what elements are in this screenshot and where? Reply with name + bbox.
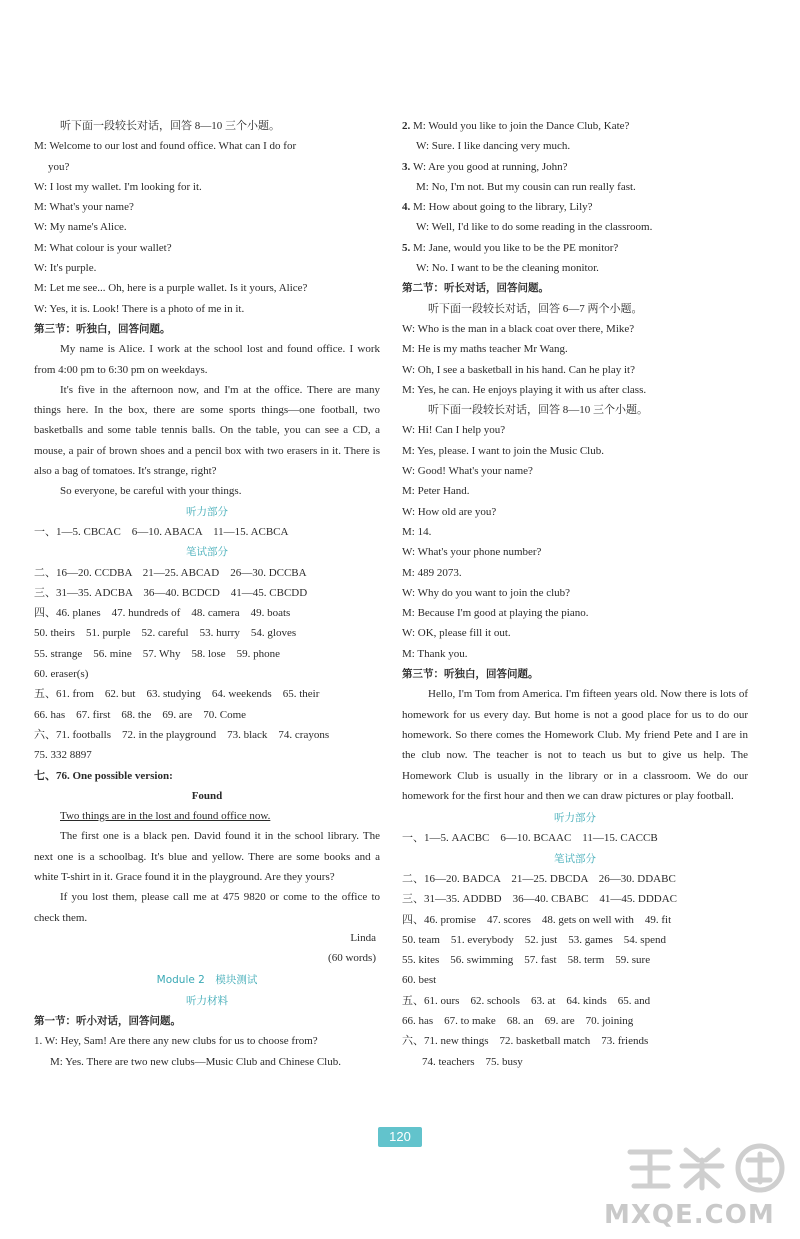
essay-title: Found [191,789,223,802]
answer-line: 五、61. from 62. but 63. studying 64. weekends 65. their [34,688,320,701]
dialogue-line: W: Sure. I like dancing very much. [416,140,571,153]
question-number: 3. [402,160,413,173]
dialogue-line: W: It's purple. [34,262,97,275]
dialogue-line: M: Peter Hand. [402,485,470,498]
listening-heading: 听力部分 [554,812,596,825]
answer-line: 75. 332 8897 [34,749,92,762]
dialogue-line: M: Let me see... Oh, here is a purple wallet. Is it yours, Alice? [34,282,308,295]
section-heading: 第三节：听独白，回答问题。 [402,668,539,681]
dialogue-line: M: Yes, he can. He enjoys playing it with us after class. [402,383,647,396]
dialogue-line: W: What's your phone number? [402,546,542,559]
short-dialogues [402,116,748,278]
dialogue-line [402,157,748,177]
module-heading: Module 2 模块测试 [156,974,258,987]
essay-para-3: If you lost them, please call me at 475 9820 or come to the office to check them. [34,891,380,924]
answer-line: 二、16—20. BADCA 21—25. DBCDA 26—30. DDABC [402,872,676,885]
section-heading: 第二节：听长对话，回答问题。 [402,282,549,295]
dialogue-line: M: 14. [402,525,432,538]
dialogue-line [402,116,748,136]
left-dialogue [34,116,380,339]
answer-line: 六、71. footballs 72. in the playground 73. black 74. crayons [34,728,330,741]
answer-line: 五、61. ours 62. schools 63. at 64. kinds 65. and [402,994,651,1007]
answer-line: 66. has 67. first 68. the 69. are 70. Come [34,708,247,721]
monologue-para: Hello, I'm Tom from America. I'm fifteen years old. Now there is lots of homework for us every day. But home is not a good place for us to do our homework. So there comes the Homework Club. My friend Pete and I are in the club now. The teacher is not to teach us but to give us help. The Homework Club is usually in the library or in a classroom. We do our homework for the first hour and then we can draw pictures or play football. [402,688,748,802]
dialogue-line: W: I lost my wallet. I'm looking for it. [34,180,202,193]
answer-line: 66. has 67. to make 68. an 69. are 70. joining [402,1015,634,1028]
essay-para-2: The first one is a black pen. David found it in the school library. The next one is a schoolbag. It's blue and yellow. There are some books and a white T-shirt in it. Grace found it in the playground. Are they yours? [34,830,380,883]
answer-line: 50. theirs 51. purple 52. careful 53. hurry 54. gloves [34,627,297,640]
answer-line: 一、1—5. AACBC 6—10. BCAAC 11—15. CACCB [402,832,658,845]
dialogue-line: W: Why do you want to join the club? [402,586,571,599]
monologue-para-2: It's five in the afternoon now, and I'm at the office. There are many things here. In the box, there are some sports things—one football, two basketballs and some table tennis balls. On the table, you can see a CD, a mouse, a pair of brown shoes and a pencil box with two erasers in it. There is also a bag of tomatoes. It's strange, right? [34,383,380,478]
answer-line: 55. strange 56. mine 57. Why 58. lose 59. phone [34,647,281,660]
answer-line: 60. best [402,974,437,987]
long-dialogues [402,299,748,664]
question-number: 2. [402,120,413,132]
monologue-para-3: So everyone, be careful with your things. [60,485,242,498]
dialogue-line [402,238,748,258]
writing-heading: 笔试部分 [554,852,596,865]
dialogue-line: W: Hi! Can I help you? [402,424,506,437]
dialogue-line: 1. W: Hey, Sam! Are there any new clubs for us to choose from? [34,1035,318,1048]
section-heading: 第三节：听独白，回答问题。 [34,322,171,335]
answer-line: 六、71. new things 72. basketball match 73. friends [402,1035,649,1048]
answer-line: 55. kites 56. swimming 57. fast 58. term 59. sure [402,954,651,967]
dialogue-line: you? [48,160,70,173]
dialogue-line: W: My name's Alice. [34,221,127,234]
dialogue-line: W: Oh, I see a basketball in his hand. Can he play it? [402,363,635,376]
dialogue-line: M: Welcome to our lost and found office. What can I do for [34,140,297,153]
dialogue-line: 听下面一段较长对话，回答 6—7 两个小题。 [428,302,643,315]
dialogue-line: W: Yes, it is. Look! There is a photo of me in it. [34,302,245,315]
essay-signature: Linda [350,931,376,944]
dialogue-line: W: OK, please fill it out. [402,627,511,640]
answer-line: 四、46. planes 47. hundreds of 48. camera 49. boats [34,607,291,620]
dialogue-line: W: Who is the man in a black coat over there, Mike? [402,322,635,335]
dialogue-line: M: What's your name? [34,201,134,214]
watermark: MXQE.COM [604,1200,775,1230]
monologue-para-1: My name is Alice. I work at the school lost and found office. I work from 4:00 pm to 6:30 pm on weekdays. [34,343,380,376]
left-column [34,116,380,1072]
question-number: 4. [402,201,413,214]
writing-heading: 笔试部分 [186,546,228,559]
answer-line: 七、76. One possible version: [34,769,173,782]
answer-line: 74. teachers 75. busy [422,1055,523,1068]
answer-line: 60. eraser(s) [34,668,89,681]
dialogue-line: M: No, I'm not. But my cousin can run really fast. [416,180,636,193]
dialogue-line: M: Because I'm good at playing the piano. [402,607,589,620]
dialogue-text: M: Jane, would you like to be the PE monitor? [413,241,619,254]
answer-line: 二、16—20. CCDBA 21—25. ABCAD 26—30. DCCBA [34,566,307,579]
page-number: 120 [378,1127,422,1147]
dialogue-text: W: Are you good at running, John? [413,160,568,173]
section-heading: 第一节：听小对话，回答问题。 [34,1015,181,1028]
listening-heading: 听力部分 [186,505,228,518]
dialogue-line: W: Well, I'd like to do some reading in the classroom. [416,221,653,234]
dialogue-line: M: 489 2073. [402,566,462,579]
dialogue-line: M: Yes. There are two new clubs—Music Club and Chinese Club. [50,1055,341,1068]
right-column [402,116,748,1072]
dialogue-line [402,197,748,217]
word-count: (60 words) [328,952,376,965]
dialogue-line: M: What colour is your wallet? [34,241,172,254]
dialogue-line: W: How old are you? [402,505,497,518]
material-heading: 听力材料 [186,994,228,1007]
dialogue-line: M: Yes, please. I want to join the Music Club. [402,444,604,457]
dialogue-line: M: He is my maths teacher Mr Wang. [402,343,568,356]
dialogue-text: M: Would you like to join the Dance Club, Kate? [413,120,630,132]
dialogue-line: W: Good! What's your name? [402,465,533,478]
dialogue-line: 听下面一段较长对话，回答 8—10 三个小题。 [60,120,280,132]
watermark-logo-icon [622,1140,790,1196]
answer-line: 三、31—35. ADDBD 36—40. CBABC 41—45. DDDAC [402,893,678,906]
answer-line: 三、31—35. ADCBA 36—40. BCDCD 41—45. CBCDD [34,586,308,599]
answer-line: 50. team 51. everybody 52. just 53. games 54. spend [402,933,666,946]
dialogue-line: M: Thank you. [402,647,468,660]
dialogue-line: W: No. I want to be the cleaning monitor. [416,262,599,275]
dialogue-line: 听下面一段较长对话，回答 8—10 三个小题。 [428,404,648,417]
essay-para-1: Two things are in the lost and found office now. [60,810,271,823]
answer-line: 一、1—5. CBCAC 6—10. ABACA 11—15. ACBCA [34,525,289,538]
question-number: 5. [402,241,413,254]
answer-line: 四、46. promise 47. scores 48. gets on well with 49. fit [402,913,672,926]
dialogue-text: M: How about going to the library, Lily? [413,201,593,214]
